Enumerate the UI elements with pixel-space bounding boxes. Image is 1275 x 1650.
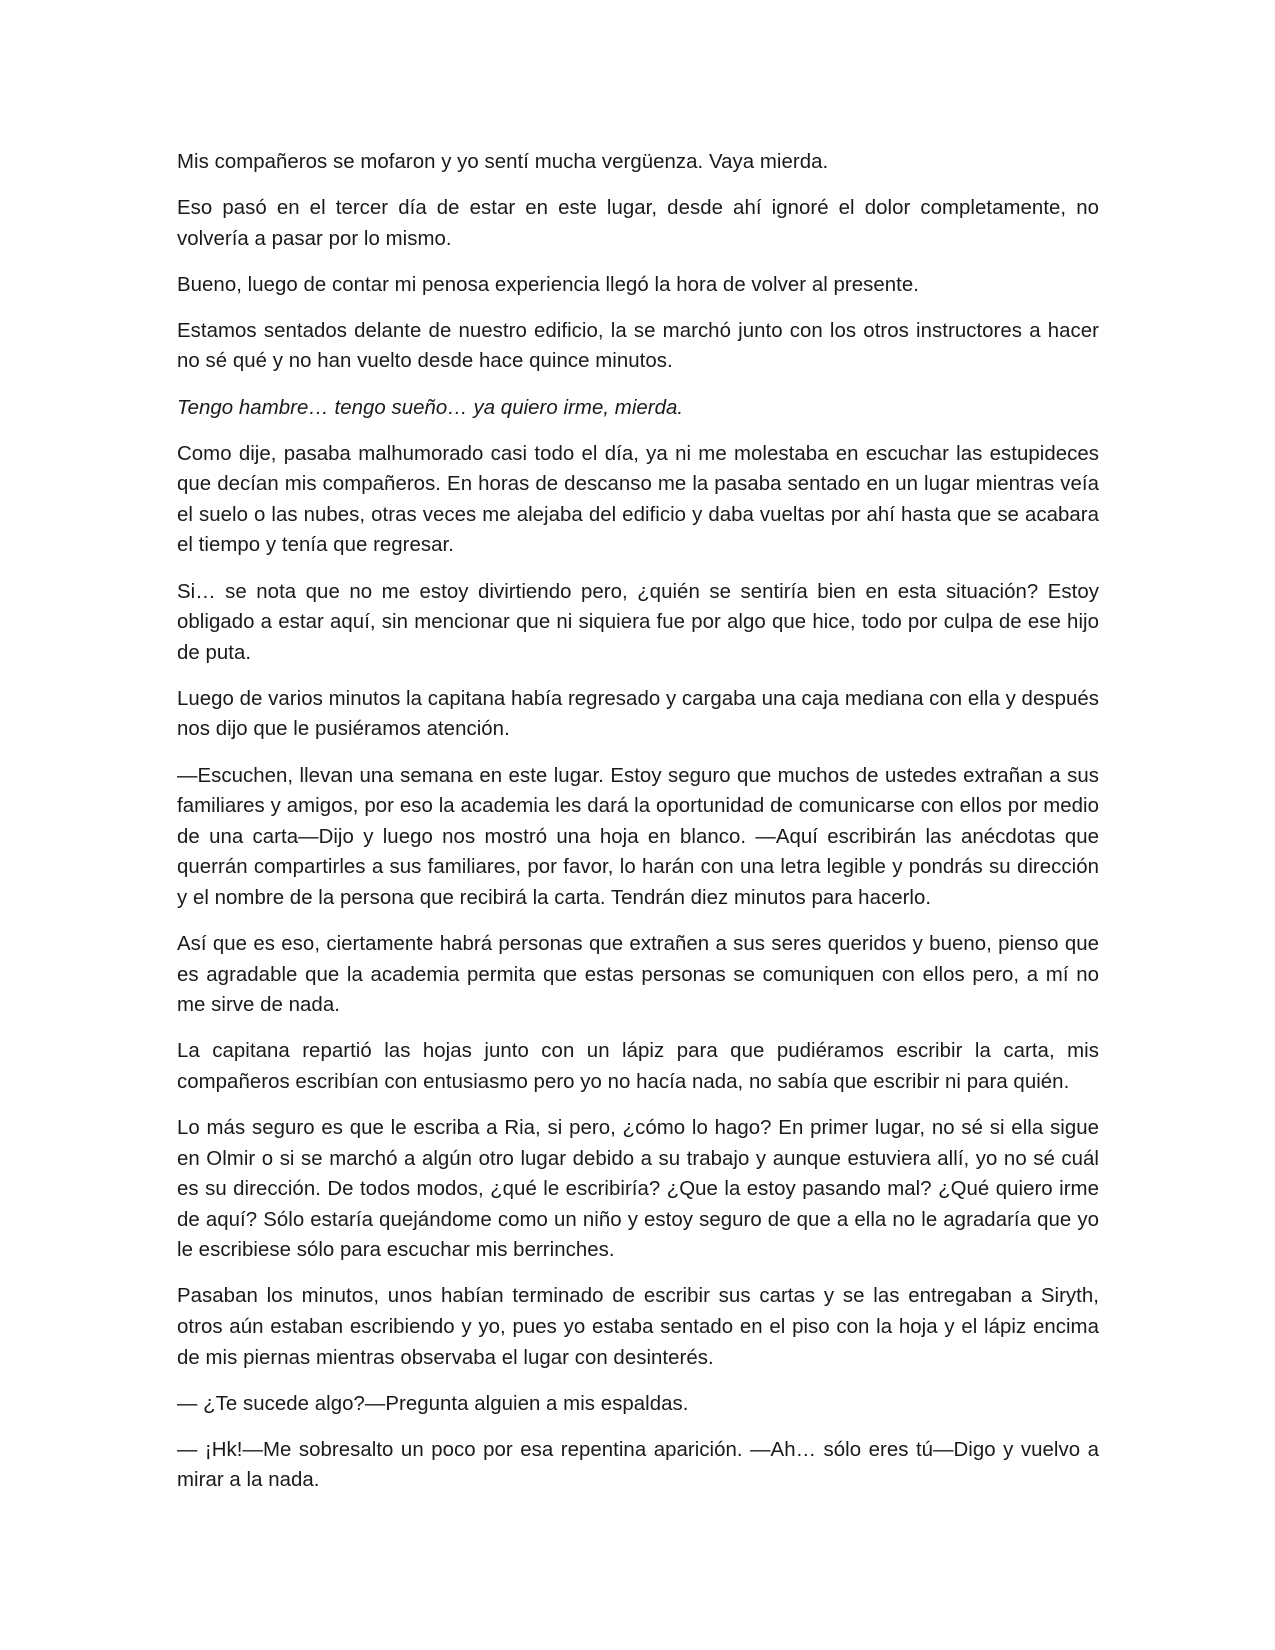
- paragraph: La capitana repartió las hojas junto con un lápiz para que pudiéramos escribir la carta, mis compañeros escribían con entusiasmo pero yo no hacía nada, no sabía que escribir ni para quién.: [177, 1040, 1099, 1093]
- paragraph: Lo más seguro es que le escriba a Ria, si pero, ¿cómo lo hago? En primer lugar, no sé si ella sigue en Olmir o si se marchó a algún otro lugar debido a su trabajo y aunque estuviera allí, yo no sé cuál es su dirección. De todos modos, ¿qué le escribiría? ¿Que la estoy pasando mal? ¿Qué quiero irme de aquí? Sólo estaría quejándome como un niño y estoy seguro de que a ella no le agradaría que yo le escribiese sólo para escuchar mis berrinches.: [177, 1116, 1099, 1262]
- paragraph: Como dije, pasaba malhumorado casi todo el día, ya ni me molestaba en escuchar las estupideces que decían mis compañeros. En horas de descanso me la pasaba sentado en un lugar mientras veía el suelo o las nubes, otras veces me alejaba del edificio y daba vueltas por ahí hasta que se acabara el tiempo y tenía que regresar.: [177, 442, 1099, 557]
- paragraph: Bueno, luego de contar mi penosa experiencia llegó la hora de volver al presente.: [177, 273, 919, 296]
- dialogue-paragraph: — ¿Te sucede algo?—Pregunta alguien a mis espaldas.: [177, 1392, 689, 1415]
- italic-paragraph: Tengo hambre… tengo sueño… ya quiero irme, mierda.: [177, 396, 684, 419]
- paragraph: Así que es eso, ciertamente habrá personas que extrañen a sus seres queridos y bueno, pienso que es agradable que la academia permita que estas personas se comuniquen con ellos pero, a mí no me sirve de nada.: [177, 932, 1099, 1017]
- paragraph: Si… se nota que no me estoy divirtiendo pero, ¿quién se sentiría bien en esta situación? Estoy obligado a estar aquí, sin mencionar que ni siquiera fue por algo que hice, todo por culpa de ese hijo de puta.: [177, 580, 1099, 664]
- paragraph: Luego de varios minutos la capitana había regresado y cargaba una caja mediana con ella y después nos dijo que le pusiéramos atención.: [177, 687, 1099, 741]
- paragraph: Estamos sentados delante de nuestro edificio, la se marchó junto con los otros instructores a hacer no sé qué y no han vuelto desde hace quince minutos.: [177, 319, 1099, 373]
- paragraph: Pasaban los minutos, unos habían terminado de escribir sus cartas y se las entregaban a Siryth, otros aún estaban escribiendo y yo, pues yo estaba sentado en el piso con la hoja y el lápiz encima de mis piernas mientras observaba el lugar con desinterés.: [177, 1285, 1099, 1369]
- dialogue-paragraph: — ¡Hk!—Me sobresalto un poco por esa repentina aparición. —Ah… sólo eres tú—Digo y vuelvo a mirar a la nada.: [177, 1438, 1099, 1492]
- paragraph: Mis compañeros se mofaron y yo sentí mucha vergüenza. Vaya mierda.: [177, 151, 829, 173]
- paragraph: —Escuchen, llevan una semana en este lugar. Estoy seguro que muchos de ustedes extrañan a sus familiares y amigos, por eso la academia les dará la oportunidad de comunicarse con ellos por medio de una carta—Dijo y luego nos mostró una hoja en blanco. —Aquí escribirán las anécdotas que querrán compartirles a sus familiares, por favor, lo harán con una letra legible y pondrás su dirección y el nombre de la persona que recibirá la carta. Tendrán diez minutos para hacerlo.: [177, 764, 1099, 909]
- paragraph: Eso pasó en el tercer día de estar en este lugar, desde ahí ignoré el dolor completamente, no volvería a pasar por lo mismo.: [177, 197, 1099, 250]
- document-page: [177, 147, 1099, 1511]
